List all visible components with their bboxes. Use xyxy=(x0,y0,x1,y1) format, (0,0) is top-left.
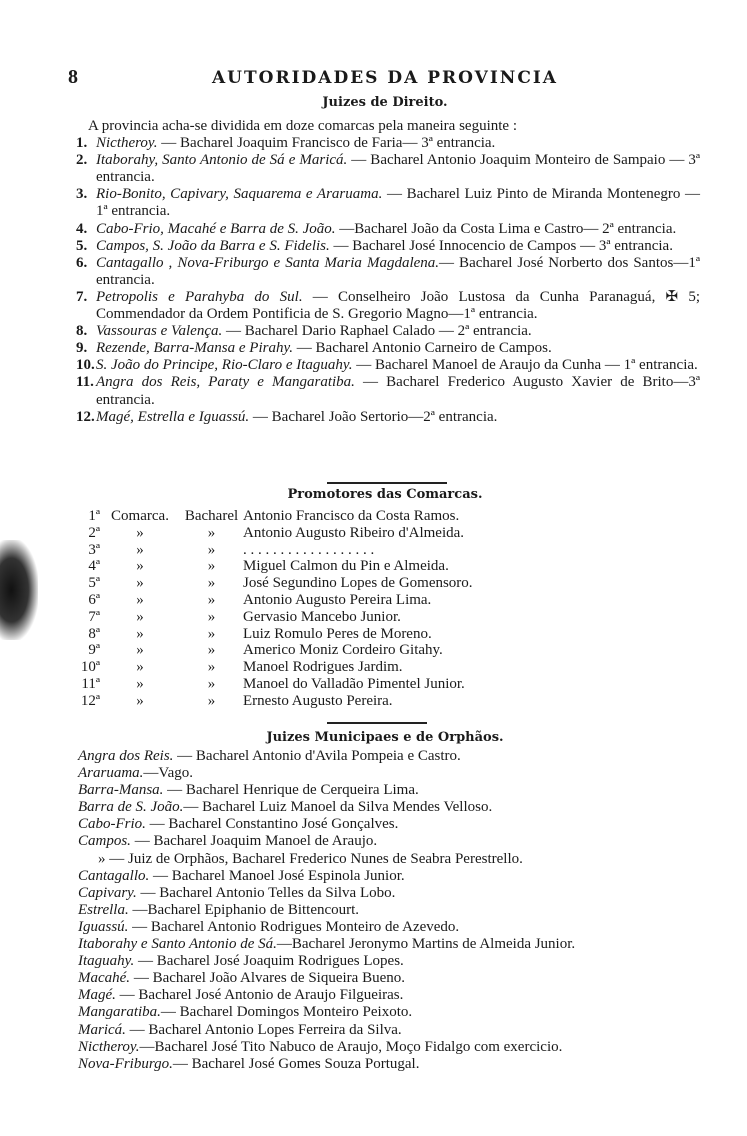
comarca-ordinal: 4ª xyxy=(88,558,100,575)
promotor-row xyxy=(60,659,473,676)
promotor-row xyxy=(60,592,473,609)
place-name: Maricá. xyxy=(78,1021,126,1038)
promotor-row xyxy=(60,575,473,592)
judge-text: — Bacharel José Gomes Souza Portugal. xyxy=(172,1055,420,1072)
promotor-row xyxy=(60,558,473,575)
title-label: » xyxy=(207,659,216,676)
judge-text: — Bacharel Antonio d'Avila Pompeia e Castro. xyxy=(173,748,461,764)
municipal-row xyxy=(78,936,575,953)
comarca-item xyxy=(76,186,700,220)
place-name: Estrella. xyxy=(78,901,129,918)
title-label: » xyxy=(207,625,216,642)
comarca-label: » xyxy=(136,558,144,575)
municipal-row xyxy=(78,851,575,868)
place-name: Capivary. xyxy=(78,884,137,901)
judge-text: —Bacharel José Tito Nabuco de Araujo, Moço Fidalgo com exercicio. xyxy=(139,1038,563,1055)
place-name: Campos. xyxy=(78,833,131,850)
promotor-name: . . . . . . . . . . . . . . . . . . xyxy=(243,541,375,558)
promotor-name: Manoel Rodrigues Jardim. xyxy=(243,659,403,676)
judge-text: — Bacharel Henrique de Cerqueira Lima. xyxy=(163,782,419,799)
comarca-label: » xyxy=(136,608,144,625)
judge-text: — Bacharel Manoel José Espinola Junior. xyxy=(149,867,405,884)
judge-text: —Vago. xyxy=(143,765,193,782)
comarca-label: » xyxy=(136,575,144,592)
comarca-item xyxy=(76,340,700,357)
item-number: 1. xyxy=(76,135,88,152)
comarca-label: » xyxy=(136,524,144,541)
comarca-item xyxy=(76,323,700,340)
comarca-label: » xyxy=(136,675,144,692)
comarca-item xyxy=(76,255,700,289)
item-number: 5. xyxy=(76,237,88,254)
title-label: » xyxy=(207,558,216,575)
judge-text: — Bacharel Constantino José Gonçalves. xyxy=(145,816,399,833)
comarca-ordinal: 8ª xyxy=(88,625,100,642)
page-title: AUTORIDADES DA PROVINCIA xyxy=(211,68,558,88)
comarca-item xyxy=(76,357,700,374)
place-name: Cantagallo. xyxy=(78,867,150,884)
judge-text: — Bacharel João Alvares de Siqueira Bueno. xyxy=(130,970,405,987)
comarca-places: S. João do Principe, Rio-Claro e Itaguahy. xyxy=(96,357,353,374)
place-name: Angra dos Reis. xyxy=(78,748,174,764)
judge-text: » — Juiz de Orphãos, Bacharel Frederico Nunes de Seabra Perestrello. xyxy=(98,850,523,867)
comarca-item xyxy=(76,238,700,255)
place-name: Barra-Mansa. xyxy=(78,782,164,799)
divider xyxy=(327,722,427,724)
comarca-places: Nictheroy. xyxy=(96,135,158,152)
judge-text: — Bacharel Antonio Lopes Ferreira da Silva. xyxy=(125,1021,402,1038)
comarca-places: Vassouras e Valença. xyxy=(96,323,223,340)
place-name: Nictheroy. xyxy=(78,1038,140,1055)
promotor-row xyxy=(60,542,473,559)
promotores-table xyxy=(60,508,473,710)
comarca-label: » xyxy=(136,625,144,642)
comarca-places: Rio-Bonito, Capivary, Saquarema e Araruama. xyxy=(96,186,383,203)
municipal-row xyxy=(78,868,575,885)
item-number: 4. xyxy=(76,220,88,237)
municipal-row xyxy=(78,1004,575,1021)
place-name: Barra de S. João. xyxy=(78,799,184,816)
municipal-row xyxy=(78,1022,575,1039)
municipal-row xyxy=(78,919,575,936)
municipal-row xyxy=(78,816,575,833)
judge-text: — Bacharel Joaquim Francisco de Faria— 3ª entrancia. xyxy=(157,135,496,152)
municipal-row xyxy=(78,885,575,902)
heading-municipaes: Juizes Municipaes e de Orphãos. xyxy=(266,730,504,745)
promotor-row xyxy=(60,626,473,643)
item-number: 2. xyxy=(76,152,88,169)
promotor-name: Americo Moniz Cordeiro Gitahy. xyxy=(243,642,443,659)
promotor-name: Antonio Augusto Pereira Lima. xyxy=(243,591,432,608)
title-label: » xyxy=(207,575,216,592)
judge-text: — Bacharel João Sertorio—2ª entrancia. xyxy=(249,408,498,425)
page-number: 8 xyxy=(68,66,78,88)
place-name: Nova-Friburgo. xyxy=(78,1055,173,1072)
item-number: 12. xyxy=(76,408,95,425)
municipaes-list xyxy=(78,748,575,1073)
judge-text: — Bacharel José Antonio de Araujo Filgueiras. xyxy=(115,987,404,1004)
place-name: Iguassú. xyxy=(78,918,129,935)
comarca-ordinal: 6ª xyxy=(88,591,100,608)
comarca-places: Campos, S. João da Barra e S. Fidelis. xyxy=(96,237,330,254)
judge-text: — Bacharel Luiz Pinto de Miranda Montenegro — 1ª entrancia. xyxy=(96,186,700,220)
judge-text: — Bacharel Joaquim Manoel de Araujo. xyxy=(130,833,378,850)
promotor-row xyxy=(60,693,473,710)
comarca-item xyxy=(76,135,700,152)
promotor-name: Miguel Calmon du Pin e Almeida. xyxy=(243,558,449,575)
municipal-row xyxy=(78,799,575,816)
judge-text: — Bacharel Domingos Monteiro Peixoto. xyxy=(160,1004,413,1021)
comarca-item xyxy=(76,409,700,426)
heading-promotores: Promotores das Comarcas. xyxy=(287,487,483,502)
comarca-ordinal: 2ª xyxy=(88,524,100,541)
judge-text: —Bacharel João da Costa Lima e Castro— 2ª entrancia. xyxy=(335,220,677,237)
divider xyxy=(327,482,447,484)
title-label: » xyxy=(207,675,216,692)
judge-text: — Bacharel Frederico Augusto Xavier de Brito—3ª entrancia. xyxy=(96,374,700,408)
comarca-ordinal: 5ª xyxy=(88,575,100,592)
place-name: Cabo-Frio. xyxy=(78,816,146,833)
comarca-label: » xyxy=(136,541,144,558)
comarca-item xyxy=(76,221,700,238)
place-name: Macahé. xyxy=(78,970,131,987)
item-number: 9. xyxy=(76,340,88,357)
promotor-row xyxy=(60,508,473,525)
promotor-name: Antonio Francisco da Costa Ramos. xyxy=(243,508,460,524)
comarca-label: » xyxy=(136,642,144,659)
juizes-direito-section xyxy=(76,118,700,426)
judge-text: — Bacharel José Joaquim Rodrigues Lopes. xyxy=(134,953,404,970)
promotor-name: Luiz Romulo Peres de Moreno. xyxy=(243,625,432,642)
municipal-row xyxy=(78,970,575,987)
place-name: Mangaratiba. xyxy=(78,1004,161,1021)
title-label: » xyxy=(207,608,216,625)
promotor-row xyxy=(60,676,473,693)
item-number: 6. xyxy=(76,254,88,271)
judge-text: — Bacharel Dario Raphael Calado — 2ª entrancia. xyxy=(222,323,532,340)
comarca-places: Angra dos Reis, Paraty e Mangaratiba. xyxy=(96,374,355,391)
comarca-label: » xyxy=(136,659,144,676)
judge-text: — Bacharel Manoel de Araujo da Cunha — 1ª entrancia. xyxy=(352,357,698,374)
comarca-ordinal: 1ª xyxy=(88,508,100,524)
municipal-row xyxy=(78,833,575,850)
promotor-row xyxy=(60,642,473,659)
municipal-row xyxy=(78,1056,575,1073)
comarca-places: Petropolis e Parahyba do Sul. xyxy=(96,288,303,305)
item-number: 3. xyxy=(76,186,88,203)
municipal-row xyxy=(78,902,575,919)
promotor-row xyxy=(60,609,473,626)
comarca-ordinal: 9ª xyxy=(88,642,100,659)
item-number: 11. xyxy=(76,374,94,391)
judge-text: — Bacharel Antonio Carneiro de Campos. xyxy=(293,340,552,357)
promotor-name: José Segundino Lopes de Gomensoro. xyxy=(243,575,473,592)
judge-text: — Bacharel Luiz Manoel da Silva Mendes Velloso. xyxy=(183,799,493,816)
comarca-item xyxy=(76,289,700,323)
item-number: 8. xyxy=(76,323,88,340)
title-label: » xyxy=(207,524,216,541)
comarca-places: Rezende, Barra-Mansa e Pirahy. xyxy=(96,340,294,357)
title-label: » xyxy=(207,642,216,659)
comarca-places: Itaborahy, Santo Antonio de Sá e Maricá. xyxy=(96,152,348,169)
judge-text: — Bacharel José Innocencio de Campos — 3ª entrancia. xyxy=(329,237,673,254)
promotor-name: Antonio Augusto Ribeiro d'Almeida. xyxy=(243,524,465,541)
binding-shadow xyxy=(0,540,38,640)
title-label: » xyxy=(207,591,216,608)
place-name: Araruama. xyxy=(78,765,144,782)
comarca-ordinal: 11ª xyxy=(81,675,100,692)
municipal-row xyxy=(78,748,575,765)
judge-text: —Bacharel Epiphanio de Bittencourt. xyxy=(128,901,360,918)
title-label: Bacharel xyxy=(184,508,239,524)
title-label: » xyxy=(207,692,216,709)
promotor-name: Ernesto Augusto Pereira. xyxy=(243,692,393,709)
comarca-places: Cabo-Frio, Macahé e Barra de S. João. xyxy=(96,220,336,237)
municipal-row xyxy=(78,1039,575,1056)
municipal-row xyxy=(78,782,575,799)
judge-text: — Bacharel Antonio Telles da Silva Lobo. xyxy=(136,884,396,901)
judge-text: — Bacharel José Norberto dos Santos—1ª entrancia. xyxy=(96,254,700,288)
comarca-places: Cantagallo , Nova-Friburgo e Santa Maria Magdalena. xyxy=(96,254,440,271)
comarca-item xyxy=(76,374,700,408)
judge-text: —Bacharel Jeronymo Martins de Almeida Junior. xyxy=(276,936,576,953)
item-number: 7. xyxy=(76,288,88,305)
item-number: 10. xyxy=(76,357,95,374)
judge-text: — Bacharel Antonio Rodrigues Monteiro de Azevedo. xyxy=(128,918,460,935)
place-name: Itaguahy. xyxy=(78,953,135,970)
comarca-label: » xyxy=(136,692,144,709)
place-name: Itaborahy e Santo Antonio de Sá. xyxy=(78,936,277,953)
heading-juizes-direito: Juizes de Direito. xyxy=(322,95,448,110)
comarca-ordinal: 10ª xyxy=(80,659,100,676)
judge-text: — Conselheiro João Lustosa da Cunha Paranaguá, ✠ 5; Commendador da Ordem Pontificia de S. Gregorio Magno—1ª entrancia. xyxy=(96,288,700,323)
promotor-name: Manoel do Valladão Pimentel Junior. xyxy=(243,675,465,692)
municipal-row xyxy=(78,987,575,1004)
promotor-row xyxy=(60,525,473,542)
intro-text: A provincia acha-se dividida em doze comarcas pela maneira seguinte : xyxy=(88,118,517,134)
comarca-ordinal: 3ª xyxy=(88,541,100,558)
comarca-label: Comarca. xyxy=(111,508,169,524)
title-label: » xyxy=(207,541,216,558)
comarca-ordinal: 12ª xyxy=(80,692,100,709)
judge-text: — Bacharel Antonio Joaquim Monteiro de Sampaio — 3ª entrancia. xyxy=(96,152,700,186)
place-name: Magé. xyxy=(78,987,116,1004)
promotor-name: Gervasio Mancebo Junior. xyxy=(243,608,401,625)
comarca-label: » xyxy=(136,591,144,608)
municipal-row xyxy=(78,953,575,970)
comarca-ordinal: 7ª xyxy=(88,608,100,625)
municipal-row xyxy=(78,765,575,782)
comarca-places: Magé, Estrella e Iguassú. xyxy=(96,408,250,425)
comarca-item xyxy=(76,152,700,186)
